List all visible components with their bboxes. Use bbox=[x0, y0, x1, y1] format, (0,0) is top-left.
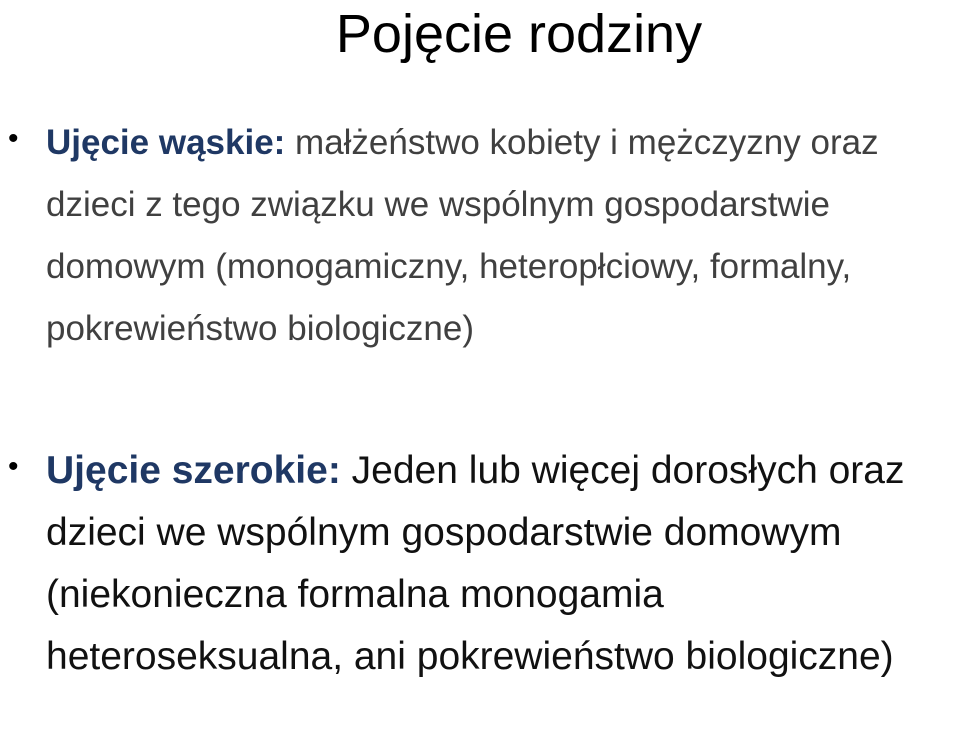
bullet-lead-separator: : bbox=[327, 449, 341, 492]
bullet-text bbox=[46, 440, 956, 688]
bullet-lead-term: Ujęcie wąskie bbox=[46, 123, 274, 162]
bullet-lead-separator: : bbox=[273, 123, 286, 162]
bullet-body: małżeństwo kobiety i mężczyzny oraz dzieci z tego związku we wspólnym gospodarstwie domowym (monogamiczny, heteropłciowy, formalny, pokrewieństwo biologiczne) bbox=[46, 123, 879, 348]
slide-title: Pojęcie rodziny bbox=[335, 4, 703, 64]
bullet-text bbox=[46, 112, 956, 360]
bullet-body: Jeden lub więcej dorosłych oraz dzieci we wspólnym gospodarstwie domowym (niekonieczna formalna monogamia heteroseksualna, ani pokrewieństwo biologiczne) bbox=[46, 449, 905, 678]
bullet-lead-term: Ujęcie szerokie bbox=[46, 449, 328, 492]
bullet-marker: • bbox=[8, 450, 19, 483]
bullet-marker: • bbox=[8, 122, 19, 155]
